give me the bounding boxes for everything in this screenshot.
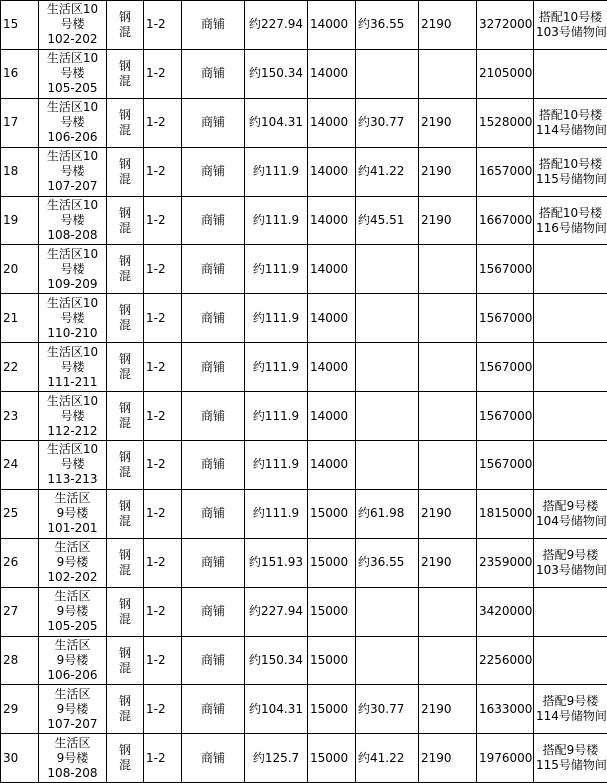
total-price-cell: 2105000 [477, 49, 534, 98]
location-cell-line: 108-208 [47, 228, 98, 242]
storage-price-cell [419, 587, 477, 636]
storage-area-cell [356, 49, 419, 98]
table-row [1, 587, 607, 636]
location-cell-line: 号楼 [60, 408, 85, 423]
structure-cell-line: 钢 [118, 498, 131, 513]
note-cell-line: 114号储物间 [536, 122, 607, 137]
storage-price-cell: 2190 [419, 685, 477, 734]
location-cell [39, 441, 107, 490]
unit-price-cell: 14000 [308, 294, 356, 343]
area-cell: 约227.94 [245, 587, 308, 636]
location-cell-line: 105-205 [47, 81, 98, 96]
floor-cell: 1-2 [144, 343, 182, 392]
structure-cell-line: 混 [118, 171, 131, 186]
note-cell [534, 734, 607, 783]
structure-cell-line: 钢 [118, 401, 131, 416]
structure-cell-line: 钢 [118, 156, 131, 171]
storage-area-cell: 约30.77 [356, 98, 419, 147]
area-cell: 约150.34 [245, 49, 308, 98]
floor-cell: 1-2 [144, 538, 182, 587]
note-cell-line: 搭配10号楼 [538, 205, 603, 220]
location-cell-line: 102-202 [47, 32, 98, 47]
structure-cell-line: 混 [118, 758, 131, 773]
row-number: 16 [1, 49, 39, 98]
usage-cell: 商铺 [182, 734, 245, 783]
area-cell: 约150.34 [245, 636, 308, 685]
note-cell-line: 搭配10号楼 [538, 156, 603, 171]
area-cell: 约111.9 [245, 392, 308, 441]
area-cell: 约111.9 [245, 245, 308, 294]
storage-price-cell [419, 294, 477, 343]
unit-price-cell: 14000 [308, 147, 356, 196]
location-cell-line: 生活区10 [46, 51, 99, 66]
usage-cell: 商铺 [182, 245, 245, 294]
note-cell [534, 343, 607, 392]
usage-cell: 商铺 [182, 685, 245, 734]
location-cell [39, 538, 107, 587]
storage-price-cell [419, 49, 477, 98]
note-cell-line: 搭配9号楼 [542, 694, 599, 709]
storage-area-cell: 约61.98 [356, 489, 419, 538]
floor-cell: 1-2 [144, 49, 182, 98]
location-cell-line: 102-202 [47, 570, 98, 585]
table-row [1, 538, 607, 587]
total-price-cell: 1657000 [477, 147, 534, 196]
area-cell: 约104.31 [245, 98, 308, 147]
note-cell [534, 685, 607, 734]
structure-cell [107, 489, 144, 538]
structure-cell [107, 441, 144, 490]
note-cell [534, 294, 607, 343]
location-cell-line: 113-213 [47, 472, 98, 487]
total-price-cell: 1567000 [477, 245, 534, 294]
unit-price-cell: 14000 [308, 49, 356, 98]
storage-area-cell: 约41.22 [356, 147, 419, 196]
unit-price-cell: 14000 [308, 441, 356, 490]
structure-cell-line: 混 [118, 122, 131, 137]
note-cell-line: 搭配10号楼 [538, 9, 603, 24]
row-number: 27 [1, 587, 39, 636]
location-cell-line: 生活区 [54, 735, 91, 750]
structure-cell [107, 392, 144, 441]
structure-cell-line: 钢 [118, 596, 131, 611]
row-number: 29 [1, 685, 39, 734]
storage-price-cell: 2190 [419, 147, 477, 196]
note-cell-line: 搭配9号楼 [542, 743, 599, 758]
floor-cell: 1-2 [144, 294, 182, 343]
location-cell [39, 147, 107, 196]
table-row [1, 343, 607, 392]
usage-cell: 商铺 [182, 98, 245, 147]
note-cell [534, 636, 607, 685]
storage-price-cell [419, 343, 477, 392]
structure-cell [107, 196, 144, 245]
location-cell-line: 号楼 [60, 164, 85, 179]
table-row [1, 392, 607, 441]
note-cell-line: 搭配10号楼 [538, 107, 603, 122]
structure-cell-line: 钢 [118, 352, 131, 367]
location-cell-line: 9号楼 [56, 701, 89, 716]
structure-cell [107, 538, 144, 587]
structure-cell-line: 钢 [118, 205, 131, 220]
structure-cell-line: 钢 [118, 9, 131, 24]
location-cell-line: 生活区 [54, 638, 91, 653]
area-cell: 约104.31 [245, 685, 308, 734]
location-cell-line: 101-201 [47, 521, 98, 536]
location-cell-line: 号楼 [60, 66, 85, 81]
location-cell-line: 生活区10 [46, 393, 99, 408]
storage-area-cell [356, 441, 419, 490]
location-cell-line: 生活区10 [46, 246, 99, 261]
floor-cell: 1-2 [144, 98, 182, 147]
usage-cell: 商铺 [182, 1, 245, 50]
usage-cell: 商铺 [182, 147, 245, 196]
structure-cell [107, 1, 144, 50]
location-cell-line: 生活区 [54, 491, 91, 506]
row-number: 23 [1, 392, 39, 441]
storage-area-cell: 约36.55 [356, 538, 419, 587]
row-number: 24 [1, 441, 39, 490]
location-cell-line: 生活区10 [46, 442, 99, 457]
note-cell [534, 245, 607, 294]
location-cell [39, 1, 107, 50]
storage-area-cell [356, 636, 419, 685]
structure-cell [107, 245, 144, 294]
structure-cell-line: 钢 [118, 303, 131, 318]
table-row [1, 245, 607, 294]
total-price-cell: 1567000 [477, 392, 534, 441]
table-row [1, 441, 607, 490]
table-row [1, 1, 607, 50]
note-cell [534, 196, 607, 245]
area-cell: 约111.9 [245, 196, 308, 245]
unit-price-cell: 14000 [308, 245, 356, 294]
table-body [1, 1, 607, 783]
structure-cell [107, 343, 144, 392]
row-number: 21 [1, 294, 39, 343]
floor-cell: 1-2 [144, 1, 182, 50]
total-price-cell: 1528000 [477, 98, 534, 147]
table-row [1, 636, 607, 685]
unit-price-cell: 15000 [308, 538, 356, 587]
location-cell [39, 685, 107, 734]
floor-cell: 1-2 [144, 587, 182, 636]
table-row [1, 734, 607, 783]
usage-cell: 商铺 [182, 49, 245, 98]
floor-cell: 1-2 [144, 734, 182, 783]
note-cell [534, 489, 607, 538]
location-cell-line: 105-205 [47, 619, 98, 634]
structure-cell-line: 混 [118, 611, 131, 626]
structure-cell-line: 钢 [118, 254, 131, 269]
structure-cell-line: 混 [118, 513, 131, 528]
row-number: 17 [1, 98, 39, 147]
total-price-cell: 1567000 [477, 294, 534, 343]
floor-cell: 1-2 [144, 147, 182, 196]
unit-price-cell: 14000 [308, 1, 356, 50]
storage-area-cell: 约30.77 [356, 685, 419, 734]
usage-cell: 商铺 [182, 538, 245, 587]
note-cell-line: 搭配9号楼 [542, 498, 599, 513]
usage-cell: 商铺 [182, 587, 245, 636]
row-number: 18 [1, 147, 39, 196]
usage-cell: 商铺 [182, 196, 245, 245]
area-cell: 约111.9 [245, 343, 308, 392]
area-cell: 约111.9 [245, 489, 308, 538]
area-cell: 约111.9 [245, 147, 308, 196]
location-cell [39, 98, 107, 147]
structure-cell [107, 294, 144, 343]
total-price-cell: 3272000 [477, 1, 534, 50]
location-cell-line: 号楼 [60, 17, 85, 32]
storage-area-cell [356, 587, 419, 636]
floor-cell: 1-2 [144, 441, 182, 490]
unit-price-cell: 15000 [308, 489, 356, 538]
location-cell-line: 9号楼 [56, 653, 89, 668]
structure-cell-line: 混 [118, 73, 131, 88]
table-row [1, 294, 607, 343]
storage-price-cell [419, 392, 477, 441]
total-price-cell: 1567000 [477, 343, 534, 392]
floor-cell: 1-2 [144, 196, 182, 245]
table-row [1, 685, 607, 734]
usage-cell: 商铺 [182, 489, 245, 538]
unit-price-cell: 15000 [308, 685, 356, 734]
location-cell-line: 生活区 [54, 589, 91, 604]
structure-cell-line: 钢 [118, 743, 131, 758]
structure-cell-line: 混 [118, 416, 131, 431]
table-row [1, 196, 607, 245]
location-cell [39, 343, 107, 392]
usage-cell: 商铺 [182, 392, 245, 441]
storage-price-cell: 2190 [419, 1, 477, 50]
row-number: 26 [1, 538, 39, 587]
total-price-cell: 1976000 [477, 734, 534, 783]
location-cell-line: 107-207 [47, 716, 98, 731]
structure-cell-line: 钢 [118, 645, 131, 660]
total-price-cell: 1815000 [477, 489, 534, 538]
note-cell-line: 104号储物间 [536, 513, 607, 528]
location-cell-line: 106-206 [47, 130, 98, 145]
usage-cell: 商铺 [182, 343, 245, 392]
total-price-cell: 2359000 [477, 538, 534, 587]
location-cell-line: 9号楼 [56, 506, 89, 521]
structure-cell-line: 混 [118, 367, 131, 382]
usage-cell: 商铺 [182, 636, 245, 685]
table-row [1, 489, 607, 538]
total-price-cell: 1567000 [477, 441, 534, 490]
location-cell [39, 489, 107, 538]
note-cell [534, 1, 607, 50]
storage-area-cell [356, 294, 419, 343]
unit-price-cell: 15000 [308, 636, 356, 685]
structure-cell [107, 147, 144, 196]
location-cell-line: 9号楼 [56, 604, 89, 619]
unit-price-cell: 14000 [308, 392, 356, 441]
location-cell-line: 生活区10 [46, 198, 99, 212]
structure-cell [107, 49, 144, 98]
location-cell-line: 106-206 [47, 668, 98, 683]
storage-price-cell [419, 441, 477, 490]
location-cell-line: 110-210 [47, 325, 98, 340]
structure-cell-line: 钢 [118, 694, 131, 709]
structure-cell-line: 混 [118, 220, 131, 235]
structure-cell-line: 混 [118, 464, 131, 479]
structure-cell [107, 587, 144, 636]
storage-price-cell [419, 636, 477, 685]
location-cell-line: 108-208 [47, 765, 98, 780]
location-cell-line: 生活区 [54, 686, 91, 701]
note-cell [534, 392, 607, 441]
location-cell [39, 294, 107, 343]
note-cell [534, 147, 607, 196]
note-cell [534, 98, 607, 147]
location-cell-line: 109-209 [47, 276, 98, 291]
storage-price-cell: 2190 [419, 98, 477, 147]
note-cell-line: 103号储物间 [536, 562, 607, 577]
area-cell: 约151.93 [245, 538, 308, 587]
unit-price-cell: 14000 [308, 98, 356, 147]
unit-price-cell: 15000 [308, 587, 356, 636]
table-row [1, 49, 607, 98]
unit-price-cell: 15000 [308, 734, 356, 783]
area-cell: 约125.7 [245, 734, 308, 783]
floor-cell: 1-2 [144, 489, 182, 538]
location-cell-line: 号楼 [60, 359, 85, 374]
location-cell-line: 111-211 [47, 374, 98, 389]
row-number: 30 [1, 734, 39, 783]
storage-area-cell: 约45.51 [356, 196, 419, 245]
structure-cell [107, 685, 144, 734]
note-cell-line: 115号储物间 [536, 758, 607, 773]
structure-cell [107, 636, 144, 685]
location-cell-line: 生活区 [54, 540, 91, 555]
storage-price-cell: 2190 [419, 489, 477, 538]
area-cell: 约111.9 [245, 294, 308, 343]
location-cell-line: 生活区10 [46, 100, 99, 115]
storage-area-cell [356, 245, 419, 294]
storage-price-cell: 2190 [419, 734, 477, 783]
location-cell-line: 号楼 [60, 310, 85, 325]
storage-area-cell [356, 392, 419, 441]
usage-cell: 商铺 [182, 294, 245, 343]
structure-cell-line: 混 [118, 709, 131, 724]
structure-cell [107, 98, 144, 147]
total-price-cell: 1667000 [477, 196, 534, 245]
row-number: 15 [1, 1, 39, 50]
structure-cell-line: 混 [118, 318, 131, 333]
storage-price-cell: 2190 [419, 196, 477, 245]
total-price-cell: 1633000 [477, 685, 534, 734]
row-number: 19 [1, 196, 39, 245]
note-cell-line: 搭配9号楼 [542, 547, 599, 562]
location-cell-line: 生活区10 [46, 295, 99, 310]
location-cell-line: 生活区10 [46, 344, 99, 359]
row-number: 22 [1, 343, 39, 392]
location-cell-line: 号楼 [60, 213, 85, 227]
storage-area-cell: 约41.22 [356, 734, 419, 783]
location-cell-line: 生活区10 [46, 149, 99, 164]
storage-area-cell [356, 343, 419, 392]
note-cell [534, 587, 607, 636]
structure-cell [107, 734, 144, 783]
location-cell [39, 245, 107, 294]
table-row [1, 98, 607, 147]
floor-cell: 1-2 [144, 685, 182, 734]
structure-cell-line: 混 [118, 24, 131, 39]
table-row [1, 147, 607, 196]
floor-cell: 1-2 [144, 245, 182, 294]
unit-price-cell: 14000 [308, 196, 356, 245]
note-cell [534, 49, 607, 98]
location-cell [39, 196, 107, 245]
row-number: 25 [1, 489, 39, 538]
total-price-cell: 3420000 [477, 587, 534, 636]
location-cell-line: 9号楼 [56, 750, 89, 765]
location-cell [39, 392, 107, 441]
note-cell-line: 116号储物间 [536, 220, 607, 235]
location-cell-line: 号楼 [60, 115, 85, 130]
location-cell [39, 734, 107, 783]
structure-cell-line: 钢 [118, 547, 131, 562]
unit-price-cell: 14000 [308, 343, 356, 392]
location-cell-line: 107-207 [47, 179, 98, 194]
storage-price-cell [419, 245, 477, 294]
location-cell-line: 号楼 [60, 261, 85, 276]
note-cell [534, 441, 607, 490]
structure-cell-line: 混 [118, 562, 131, 577]
location-cell-line: 112-212 [47, 423, 98, 438]
structure-cell-line: 钢 [118, 449, 131, 464]
floor-cell: 1-2 [144, 636, 182, 685]
structure-cell-line: 钢 [118, 107, 131, 122]
note-cell-line: 103号储物间 [536, 24, 607, 39]
location-cell [39, 587, 107, 636]
total-price-cell: 2256000 [477, 636, 534, 685]
row-number: 20 [1, 245, 39, 294]
location-cell-line: 号楼 [60, 457, 85, 472]
row-number: 28 [1, 636, 39, 685]
storage-price-cell: 2190 [419, 538, 477, 587]
structure-cell-line: 混 [118, 660, 131, 675]
note-cell [534, 538, 607, 587]
note-cell-line: 115号储物间 [536, 171, 607, 186]
area-cell: 约227.94 [245, 1, 308, 50]
storage-area-cell: 约36.55 [356, 1, 419, 50]
area-cell: 约111.9 [245, 441, 308, 490]
structure-cell-line: 混 [118, 269, 131, 284]
location-cell-line: 生活区10 [46, 2, 99, 17]
note-cell-line: 114号储物间 [536, 709, 607, 724]
usage-cell: 商铺 [182, 441, 245, 490]
location-cell [39, 636, 107, 685]
location-cell-line: 9号楼 [56, 555, 89, 570]
structure-cell-line: 钢 [118, 58, 131, 73]
location-cell [39, 49, 107, 98]
floor-cell: 1-2 [144, 392, 182, 441]
